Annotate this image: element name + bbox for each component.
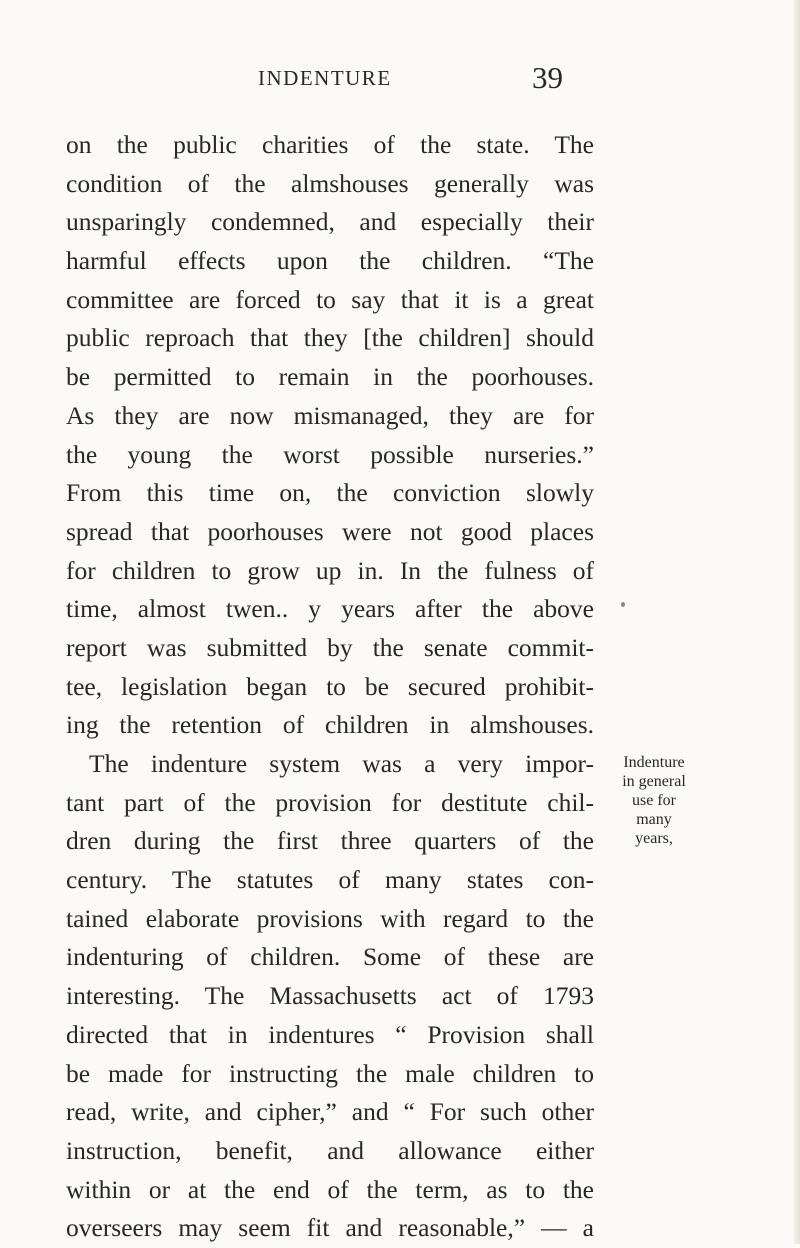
- text-line: read, write, and cipher,” and “ For such other: [66, 1097, 594, 1127]
- margin-note: [604, 753, 704, 848]
- text-line: condition of the almshouses generally was: [66, 168, 594, 198]
- text-line: indenturing of children. Some of these are: [66, 942, 594, 972]
- margin-note-line: Indenture: [623, 754, 685, 771]
- text-line: directed that in indentures “ Provision shall: [66, 1019, 594, 1049]
- text-line: report was submitted by the senate commit-: [66, 632, 594, 662]
- text-line: tee, legislation began to be secured prohibit-: [66, 671, 594, 701]
- text-line: ing the retention of children in almshouses.: [66, 710, 594, 740]
- text-line: on the public charities of the state. The: [66, 130, 594, 159]
- margin-note-line: years,: [635, 830, 673, 847]
- page-edge-shadow: [794, 0, 800, 1244]
- text-line: be made for instructing the male children to: [66, 1058, 594, 1088]
- text-line: within or at the end of the term, as to the: [66, 1174, 594, 1204]
- text-line: harmful effects upon the children. “The: [66, 246, 594, 276]
- text-line: overseers may seem fit and reasonable,” — a: [66, 1213, 594, 1243]
- text-line: committee are forced to say that it is a great: [66, 284, 594, 314]
- margin-note-line: in general: [622, 773, 686, 790]
- text-line: century. The statutes of many states con-: [66, 865, 594, 895]
- ink-speck: [621, 602, 625, 607]
- text-line: spread that poorhouses were not good places: [66, 516, 594, 546]
- page-number: 39: [532, 60, 563, 95]
- text-line: for children to grow up in. In the fulness of: [66, 555, 594, 585]
- text-line: dren during the first three quarters of the: [66, 826, 594, 856]
- text-line: tained elaborate provisions with regard to the: [66, 903, 594, 933]
- margin-note-line: many: [636, 811, 672, 828]
- text-line: tant part of the provision for destitute chil-: [66, 787, 594, 817]
- text-line: From this time on, the conviction slowly: [66, 478, 594, 508]
- paragraph-start-line: The indenture system was a very impor-: [89, 749, 594, 778]
- text-line: unsparingly condemned, and especially their: [66, 207, 594, 237]
- text-line: instruction, benefit, and allowance either: [66, 1135, 594, 1165]
- page-header: [0, 60, 800, 100]
- margin-note-line: use for: [632, 792, 676, 809]
- running-head: INDENTURE: [258, 66, 392, 90]
- text-line: the young the worst possible nurseries.”: [66, 439, 594, 469]
- text-line: interesting. The Massachusetts act of 1793: [66, 981, 594, 1011]
- text-line: time, almost twen.. y years after the above: [66, 594, 594, 624]
- body-text: [66, 126, 594, 1248]
- text-line: As they are now mismanaged, they are for: [66, 400, 594, 430]
- text-line: be permitted to remain in the poorhouses.: [66, 362, 594, 392]
- text-line: public reproach that they [the children] should: [66, 323, 594, 353]
